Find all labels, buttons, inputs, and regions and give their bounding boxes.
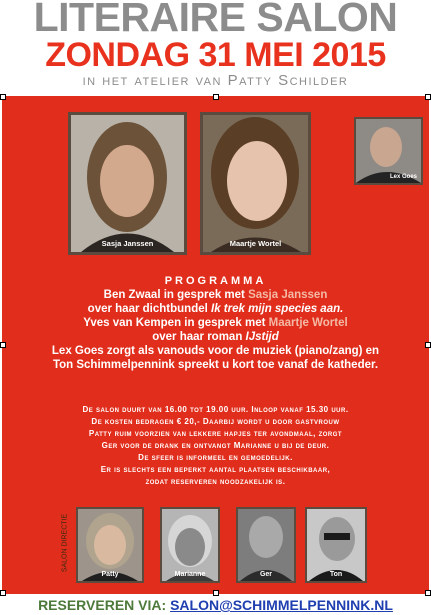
caption-ger: Ger bbox=[259, 571, 273, 578]
programma-line-2-text: over haar dichtbundel bbox=[87, 303, 211, 315]
reserveren-email-link[interactable]: SALON@SCHIMMELPENNINK.NL bbox=[170, 597, 393, 613]
selection-handle-bottom-right[interactable] bbox=[425, 590, 431, 596]
programma-line-6: Ton Schimmelpennink spreekt u kort toe vanaf de katheder. bbox=[52, 359, 379, 371]
programma-line-4 bbox=[0, 330, 431, 344]
info-line-6: Er is slechts een beperkt aantal plaatsen beschikbaar, bbox=[100, 465, 331, 474]
salon-directie-label-text: SALON DIRECTIE bbox=[61, 513, 69, 573]
caption-marianne: Marianne bbox=[174, 571, 206, 578]
event-subtitle: in het atelier van Patty Schilder bbox=[82, 72, 349, 89]
selection-handle-bottom-middle[interactable] bbox=[213, 590, 219, 596]
programma-line-5: Lex Goes zorgt als vanouds voor de muziek (piano/zang) en bbox=[51, 345, 380, 357]
portrait-maartje-wortel bbox=[200, 112, 311, 255]
page-title: LITERAIRE SALON bbox=[33, 0, 398, 40]
selection-handle-top-right[interactable] bbox=[425, 94, 431, 100]
programma-title-roman: IJstijd bbox=[245, 331, 279, 343]
event-date: ZONDAG 31 MEI 2015 bbox=[45, 36, 386, 74]
info-section bbox=[0, 404, 431, 488]
footer-reserveren bbox=[0, 597, 431, 613]
programma-line-3 bbox=[0, 316, 431, 330]
footer-label: RESERVEREN VIA: bbox=[38, 597, 171, 613]
portrait-marianne bbox=[160, 507, 220, 583]
portrait-maartje-image bbox=[203, 115, 308, 252]
info-line-5: De sfeer is informeel en gemoedelijk. bbox=[138, 453, 293, 462]
caption-maartje-wortel: Maartje Wortel bbox=[229, 239, 282, 248]
programma-line-4-text: over haar roman bbox=[152, 331, 246, 343]
caption-ton: Ton bbox=[329, 571, 343, 578]
programma-line-1 bbox=[0, 288, 431, 302]
info-line-7: zodat reserveren noodzakelijk is. bbox=[145, 477, 286, 486]
portrait-lex-goes bbox=[354, 117, 423, 185]
portrait-sasja-image bbox=[71, 115, 184, 252]
programma-heading: PROGRAMMA bbox=[164, 275, 267, 287]
salon-directie-label bbox=[60, 505, 70, 581]
programma-name-sasja: Sasja Janssen bbox=[248, 289, 328, 301]
programma-section bbox=[0, 274, 431, 372]
programma-line-2 bbox=[0, 302, 431, 316]
selection-handle-bottom-left[interactable] bbox=[0, 590, 6, 596]
programma-line-1-text: Ben Zwaal in gesprek met bbox=[103, 289, 249, 301]
portrait-patty bbox=[76, 507, 144, 583]
selection-handle-top-middle[interactable] bbox=[213, 94, 219, 100]
info-line-4: Ger voor de drank en ontvangt Marianne u bij de deur. bbox=[101, 441, 330, 450]
caption-patty: Patty bbox=[101, 571, 119, 578]
portrait-ton bbox=[305, 507, 367, 583]
info-line-3: Patty ruim voorzien van lekkere hapjes ter avondmaal, zorgt bbox=[88, 429, 343, 438]
caption-lex-goes: Lex Goes bbox=[389, 174, 417, 180]
info-line-1: De salon duurt van 16.00 tot 19.00 uur. Inloop vanaf 15.30 uur. bbox=[82, 405, 349, 414]
caption-sasja-janssen: Sasja Janssen bbox=[101, 239, 154, 248]
portrait-sasja-janssen bbox=[68, 112, 187, 255]
info-line-2: De kosten bedragen € 20,- Daarbij wordt u door gastvrouw bbox=[91, 417, 340, 426]
programma-name-maartje: Maartje Wortel bbox=[268, 317, 348, 329]
programma-line-3-text: Yves van Kempen in gesprek met bbox=[83, 317, 269, 329]
portrait-ger bbox=[236, 507, 296, 583]
selection-handle-top-left[interactable] bbox=[0, 94, 6, 100]
programma-title-bundel: Ik trek mijn species aan. bbox=[211, 303, 344, 315]
